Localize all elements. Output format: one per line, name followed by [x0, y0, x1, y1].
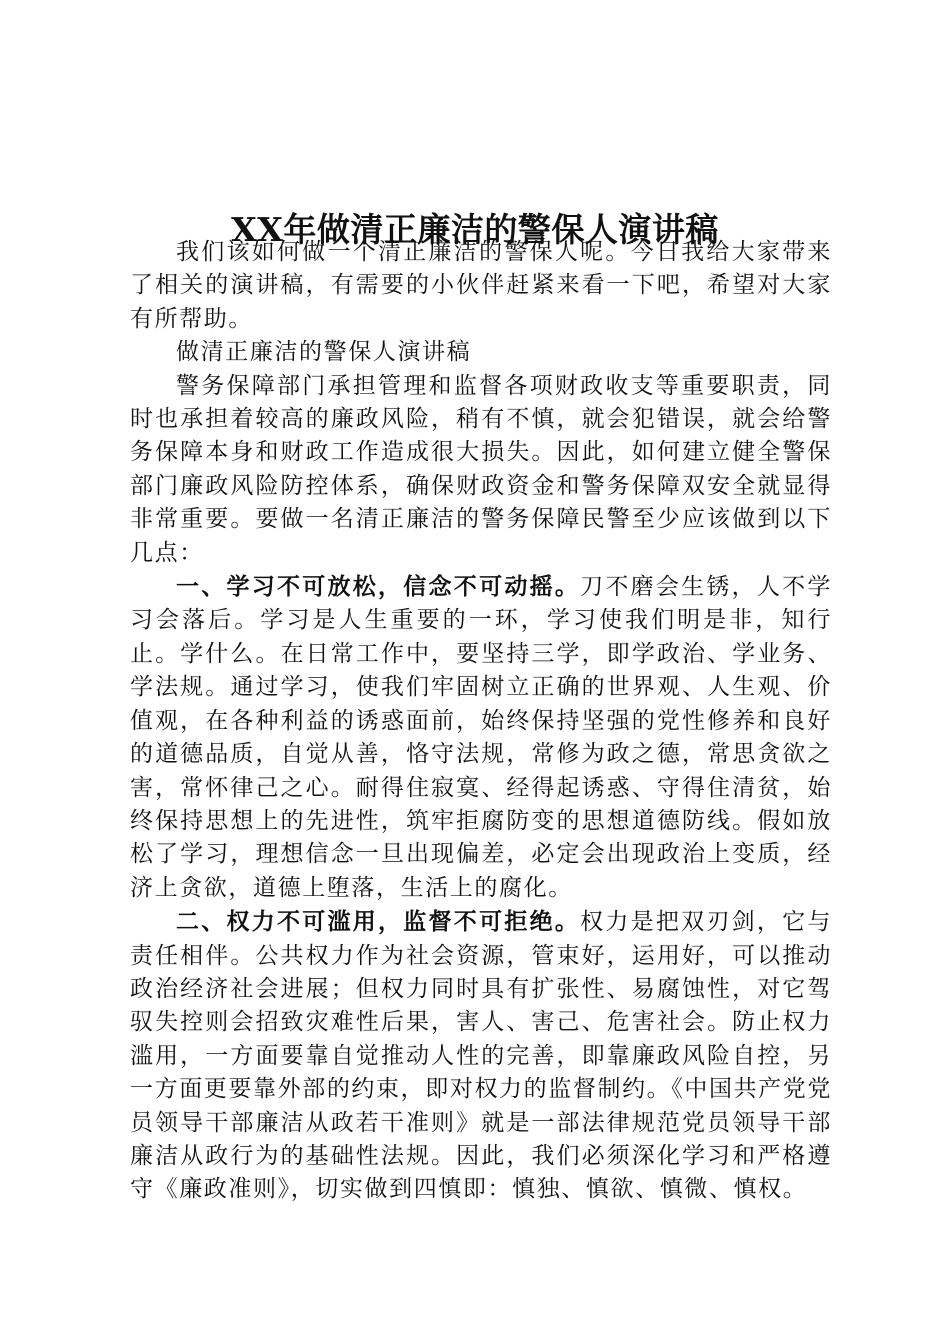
opening-paragraph: 警务保障部门承担管理和监督各项财政收支等重要职责，同时也承担着较高的廉政风险，稍有不慎，就会犯错误，就会给警务保障本身和财政工作造成很大损失。因此，如何建立健全警保部门廉政风险防控体系，确保财政资金和警务保障双安全就显得非常重要。要做一名清正廉洁的警务保障民警至少应该做到以下几点：	[130, 372, 832, 566]
point-two-heading: 二、权力不可滥用，监督不可拒绝。	[176, 908, 581, 936]
point-one-text: 刀不磨会生锈，人不学习会落后。学习是人生重要的一环，学习使我们明是非，知行止。学什么。在日常工作中，要坚持三学，即学政治、学业务、学法规。通过学习，使我们牢固树立正确的世界观、人生观、价值观，在各种利益的诱惑面前，始终保持坚强的党性修养和良好的道德品质，自觉从善，恪守法规，常修为政之德，常思贪欲之害，常怀律己之心。耐得住寂寞、经得起诱惑、守得住清贫，始终保持思想上的先进性，筑牢拒腐防变的思想道德防线。假如放松了学习，理想信念一旦出现偏差，必定会出现政治上变质，经济上贪欲，道德上堕落，生活上的腐化。	[130, 574, 832, 901]
subtitle-paragraph: 做清正廉洁的警保人演讲稿	[176, 339, 472, 366]
document-title: XX年做清正廉洁的警保人演讲稿	[231, 210, 719, 250]
point-one-heading: 一、学习不可放松，信念不可动摇。	[176, 573, 581, 601]
point-two-paragraph	[130, 905, 832, 1207]
intro-paragraph: 我们该如何做一个清正廉洁的警保人呢。今日我给大家带来了相关的演讲稿，有需要的小伙伴赶紧来看一下吧，希望对大家有所帮助。	[130, 239, 832, 332]
point-one-paragraph	[130, 570, 832, 905]
document-body	[130, 236, 832, 1207]
point-two-text: 权力是把双刃剑，它与责任相伴。公共权力作为社会资源，管束好，运用好，可以推动政治经济社会进展；但权力同时具有扩张性、易腐蚀性，对它驾驭失控则会招致灾难性后果，害人、害己、危害社会。防止权力滥用，一方面要靠自觉推动人性的完善，即靠廉政风险自控，另一方面更要靠外部的约束，即对权力的监督制约。《中国共产党党员领导干部廉洁从政若干准则》就是一部法律规范党员领导干部廉洁从政行为的基础性法规。因此，我们必须深化学习和严格遵守《廉政准则》，切实做到四慎即：慎独、慎欲、慎微、慎权。	[130, 909, 832, 1203]
